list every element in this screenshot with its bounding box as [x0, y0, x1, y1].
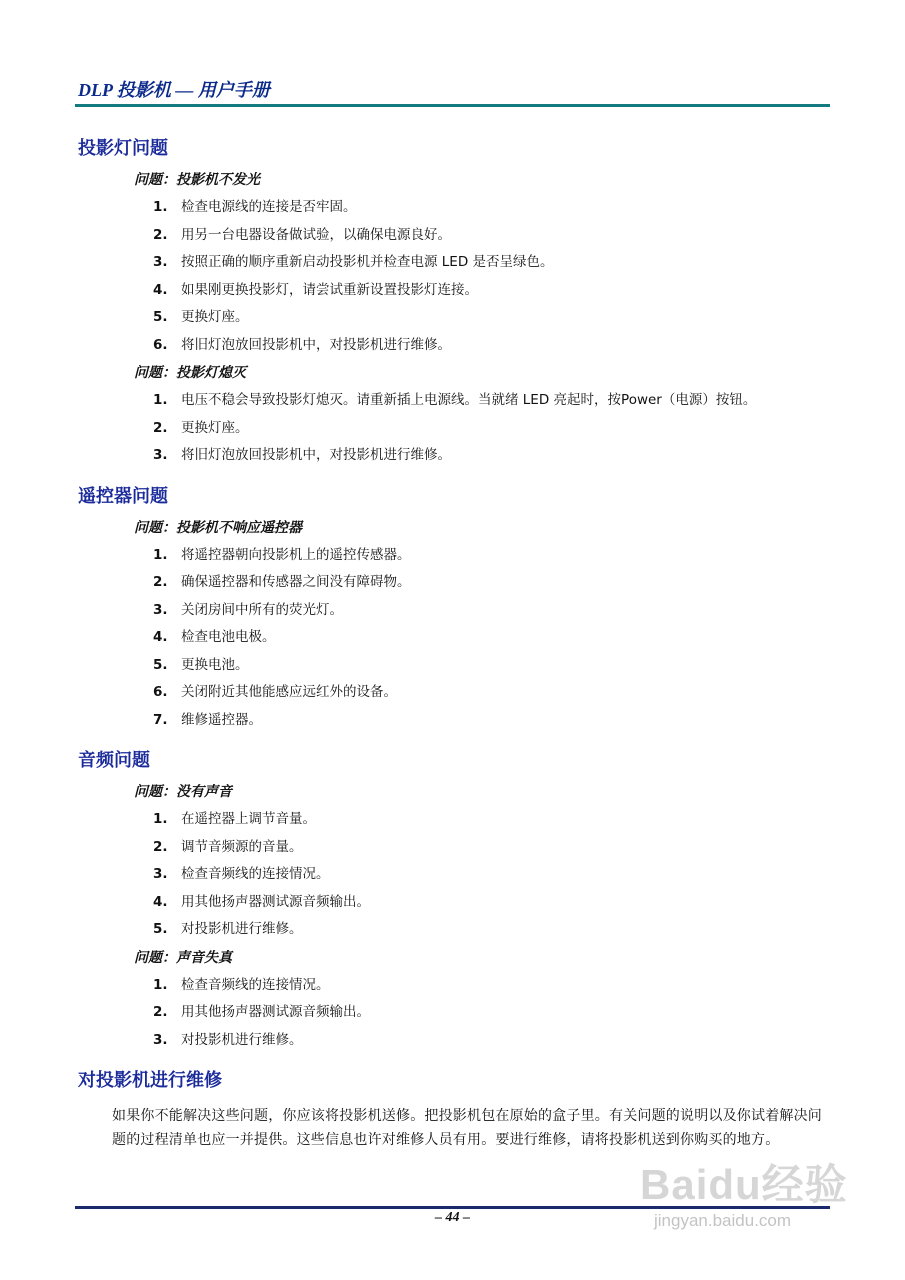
list-item [78, 542, 838, 570]
item-text: 用其他扬声器测试源音频输出。 [181, 893, 370, 910]
item-number: 3. [153, 254, 168, 270]
list-item [78, 624, 838, 652]
item-number: 5. [153, 309, 168, 325]
item-text: 检查电源线的连接是否牢固。 [181, 199, 357, 215]
item-number: 4. [153, 893, 168, 910]
item-text: 将遥控器朝向投影机上的遥控传感器。 [181, 546, 411, 563]
problem-title: 问题：声音失真 [134, 949, 232, 966]
list-item [78, 889, 838, 917]
item-number: 7. [153, 711, 168, 728]
item-number: 2. [153, 574, 168, 590]
item-number: 1. [153, 811, 168, 827]
item-number: 3. [153, 447, 168, 463]
list-item [78, 861, 838, 889]
item-text: 维修遥控器。 [181, 711, 262, 728]
item-number: 5. [153, 656, 168, 673]
list-item [78, 387, 838, 415]
section-title: 音频问题 [78, 750, 150, 771]
list-item [78, 332, 838, 360]
item-text: 电压不稳会导致投影灯熄灭。请重新插上电源线。当就绪 LED 亮起时，按Power（电源）按钮。 [181, 392, 757, 408]
problem-title: 问题：投影灯熄灭 [134, 365, 246, 381]
item-text: 更换电池。 [181, 656, 249, 673]
item-number: 1. [153, 199, 168, 215]
list-item [78, 277, 838, 305]
list-item [78, 679, 838, 707]
list-item [78, 834, 838, 862]
page-number: – 44 – [435, 1210, 470, 1225]
header-rule [75, 104, 830, 107]
list-item [78, 707, 838, 735]
item-number: 6. [153, 336, 168, 353]
list-item [78, 304, 838, 332]
item-number: 3. [153, 601, 168, 618]
list-item [78, 249, 838, 277]
list-item [78, 806, 838, 834]
list-item [78, 916, 838, 944]
item-text: 关闭附近其他能感应远红外的设备。 [181, 684, 397, 700]
item-text: 更换灯座。 [181, 419, 249, 436]
list-item [78, 442, 838, 470]
document-body [78, 132, 838, 1152]
problem-title: 问题：投影机不响应遥控器 [134, 519, 302, 536]
repair-paragraph: 如果你不能解决这些问题，你应该将投影机送修。把投影机包在原始的盒子里。有关问题的说明以及你试着解决问题的过程清单也应一并提供。这些信息也许对维修人员有用。要进行维修，请将投影机送到你购买的地方。 [112, 1108, 822, 1148]
item-text: 确保遥控器和传感器之间没有障碍物。 [181, 574, 411, 590]
item-number: 2. [153, 1004, 168, 1020]
list-item [78, 194, 838, 222]
watermark-url: jingyan.baidu.com [654, 1211, 792, 1230]
item-text: 在遥控器上调节音量。 [181, 811, 316, 827]
list-item [78, 972, 838, 1000]
watermark-logo: Baidu经验 [640, 1161, 848, 1208]
section-title: 对投影机进行维修 [78, 1070, 222, 1091]
problem-title: 问题：没有声音 [134, 784, 232, 800]
item-text: 用另一台电器设备做试验，以确保电源良好。 [181, 226, 451, 243]
item-text: 将旧灯泡放回投影机中，对投影机进行维修。 [181, 336, 451, 353]
item-number: 4. [153, 629, 168, 645]
item-number: 2. [153, 226, 168, 243]
header-title: DLP 投影机 — 用户手册 [78, 80, 270, 100]
item-text: 用其他扬声器测试源音频输出。 [181, 1004, 370, 1020]
list-item [78, 415, 838, 443]
item-text: 检查电池电极。 [181, 629, 276, 645]
baidu-watermark [640, 1160, 850, 1250]
item-number: 1. [153, 976, 168, 993]
item-text: 如果刚更换投影灯，请尝试重新设置投影灯连接。 [181, 281, 478, 298]
item-number: 3. [153, 866, 168, 882]
item-number: 5. [153, 921, 168, 937]
item-number: 2. [153, 419, 168, 436]
item-text: 检查音频线的连接情况。 [181, 976, 330, 993]
list-item [78, 569, 838, 597]
list-item [78, 597, 838, 625]
item-text: 对投影机进行维修。 [181, 921, 303, 937]
list-item [78, 222, 838, 250]
list-item [78, 652, 838, 680]
item-number: 1. [153, 392, 168, 408]
item-text: 检查音频线的连接情况。 [181, 866, 330, 882]
item-text: 更换灯座。 [181, 309, 249, 325]
page-header [78, 78, 830, 102]
section-title: 遥控器问题 [78, 485, 168, 507]
item-text: 对投影机进行维修。 [181, 1031, 303, 1048]
item-number: 4. [153, 281, 168, 298]
problem-title: 问题：投影机不发光 [134, 172, 260, 188]
item-number: 1. [153, 546, 168, 563]
section-title: 投影灯问题 [78, 138, 168, 159]
item-text: 关闭房间中所有的荧光灯。 [181, 601, 343, 618]
list-item [78, 999, 838, 1027]
item-number: 2. [153, 838, 168, 855]
item-text: 调节音频源的音量。 [181, 838, 303, 855]
list-item [78, 1027, 838, 1055]
item-number: 3. [153, 1031, 168, 1048]
item-text: 按照正确的顺序重新启动投影机并检查电源 LED 是否呈绿色。 [181, 254, 554, 270]
item-number: 6. [153, 684, 168, 700]
item-text: 将旧灯泡放回投影机中，对投影机进行维修。 [181, 447, 451, 463]
